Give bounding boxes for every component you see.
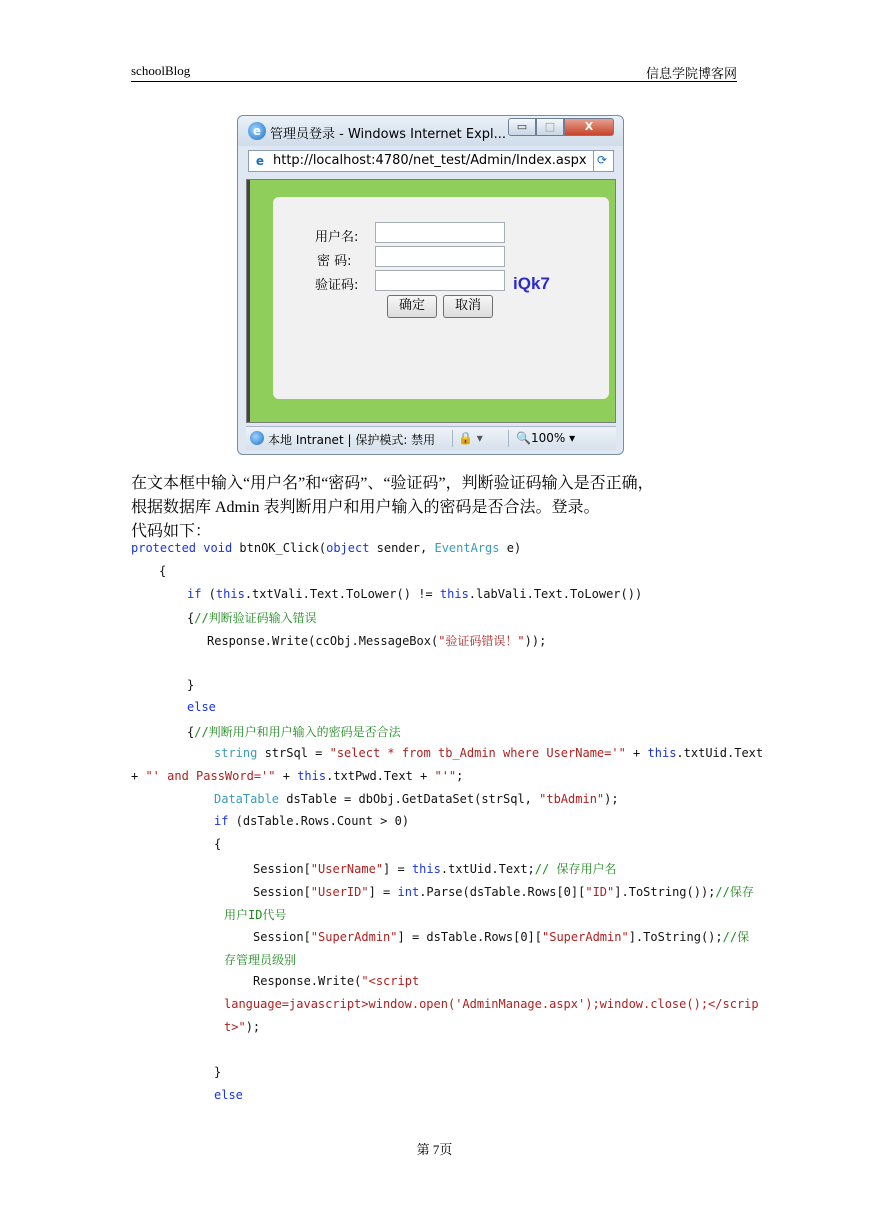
- page-content: [246, 179, 616, 423]
- address-separator: [593, 151, 594, 171]
- zoom-control[interactable]: 🔍100% ▾: [516, 431, 576, 445]
- ok-button[interactable]: 确定: [387, 295, 437, 318]
- ie-window-screenshot: [237, 115, 624, 455]
- code-line: 存管理员级别: [224, 953, 297, 967]
- code-line: {: [159, 564, 167, 578]
- compat-view-icon[interactable]: ⟳: [597, 153, 608, 167]
- page-number: 第 7页: [416, 1142, 453, 1157]
- code-line: }: [187, 678, 195, 692]
- code-label: 验证码:: [315, 278, 359, 293]
- code-line: DataTable dsTable = dbObj.GetDataSet(strSql, "tbAdmin");: [214, 792, 619, 806]
- header-site-title: 信息学院博客网: [645, 66, 737, 81]
- close-button[interactable]: X: [564, 118, 614, 136]
- code-line: 用户ID代号: [224, 908, 287, 922]
- password-label: 密 码:: [317, 254, 352, 269]
- paragraph: 代码如下：: [131, 523, 212, 540]
- maximize-button[interactable]: □: [536, 118, 564, 136]
- status-separator: [452, 430, 453, 447]
- code-line: protected void btnOK_Click(object sender, EventArgs e): [131, 541, 522, 555]
- window-title: 管理员登录 - Windows Internet Expl...: [270, 127, 507, 142]
- code-line: Response.Write("<script: [253, 974, 420, 988]
- code-line: Session["UserName"] = this.txtUid.Text;// 保存用户名: [253, 862, 617, 876]
- paragraph: 在文本框中输入“用户名”和“密码”、“验证码”，判断验证码输入是否正确，: [131, 475, 654, 492]
- code-line: }: [214, 1065, 222, 1079]
- code-line: Session["UserID"] = int.Parse(dsTable.Rows[0]["ID"].ToString());//保存: [253, 885, 754, 899]
- code-line: {//判断验证码输入错误: [187, 611, 317, 625]
- cancel-button[interactable]: 取消: [443, 295, 493, 318]
- address-url[interactable]: http://localhost:4780/net_test/Admin/Index.aspx: [273, 153, 587, 168]
- status-zone: 本地 Intranet | 保护模式: 禁用: [268, 433, 436, 447]
- status-bar: [246, 426, 616, 450]
- address-bar[interactable]: [248, 150, 614, 172]
- code-input[interactable]: [375, 270, 505, 291]
- page-icon: e: [255, 154, 265, 168]
- code-line: {//判断用户和用户输入的密码是否合法: [187, 725, 401, 739]
- security-icon[interactable]: 🔒 ▾: [458, 431, 483, 445]
- code-line: string strSql = "select * from tb_Admin where UserName='" + this.txtUid.Text: [214, 746, 764, 760]
- code-line: else: [187, 700, 216, 714]
- intranet-icon: [250, 431, 264, 445]
- code-line: else: [214, 1088, 243, 1102]
- header-site-name: schoolBlog: [131, 63, 191, 78]
- username-input[interactable]: [375, 222, 505, 243]
- window-titlebar: [238, 116, 623, 146]
- username-label: 用户名:: [315, 230, 359, 245]
- code-line: Response.Write(ccObj.MessageBox("验证码错误！"));: [207, 634, 547, 648]
- login-panel: [273, 197, 609, 399]
- password-input[interactable]: [375, 246, 505, 267]
- captcha-text: iQk7: [513, 274, 550, 293]
- minimize-button[interactable]: ▭: [508, 118, 536, 136]
- code-line: {: [214, 837, 222, 851]
- code-line: t>");: [224, 1020, 261, 1034]
- code-line: Session["SuperAdmin"] = dsTable.Rows[0]["SuperAdmin"].ToString();//保: [253, 930, 750, 944]
- code-line: language=javascript>window.open('AdminManage.aspx');window.close();</scrip: [224, 997, 759, 1011]
- ie-logo-icon: e: [248, 122, 266, 140]
- paragraph: 根据数据库 Admin 表判断用户和用户输入的密码是否合法。登录。: [131, 499, 600, 516]
- code-line: if (this.txtVali.Text.ToLower() != this.labVali.Text.ToLower()): [187, 587, 643, 601]
- status-separator: [508, 430, 509, 447]
- code-line: if (dsTable.Rows.Count > 0): [214, 814, 410, 828]
- content-edge: [247, 180, 250, 422]
- header-divider: [131, 81, 737, 82]
- code-line: + "' and PassWord='" + this.txtPwd.Text + "'";: [131, 769, 464, 783]
